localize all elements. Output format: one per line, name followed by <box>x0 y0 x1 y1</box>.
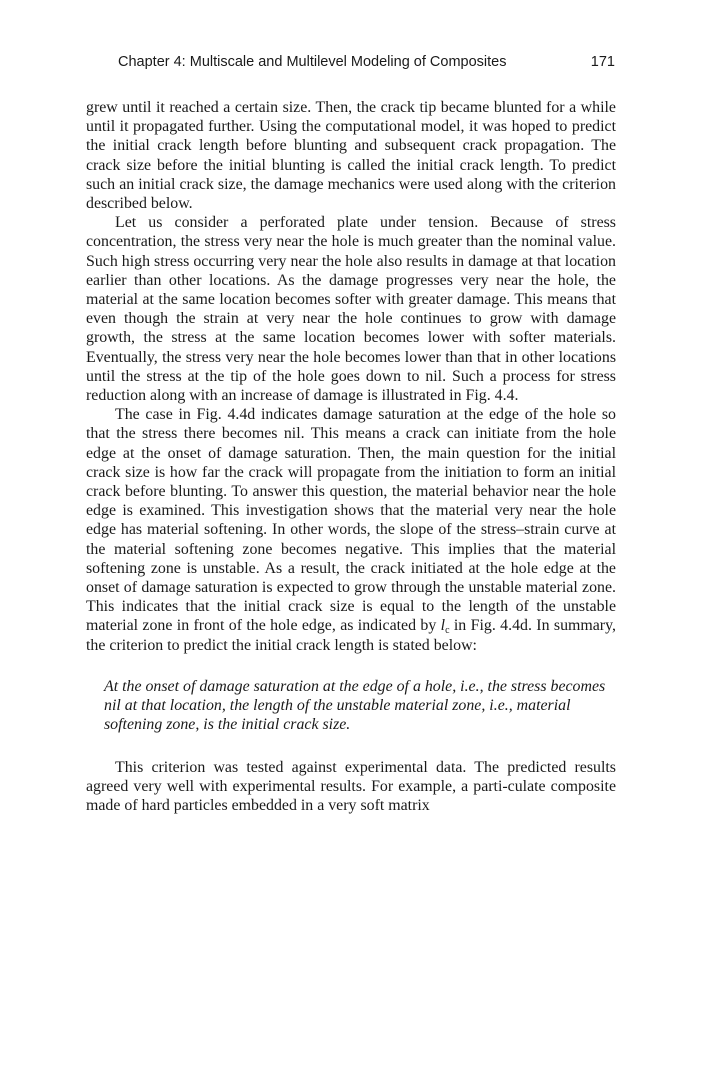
page-number: 171 <box>590 54 615 70</box>
paragraph-4: This criterion was tested against experimental data. The predicted results agreed very well with experimental results. For example, a parti-culate composite made of hard particles embedded in a very soft matrix <box>86 758 616 814</box>
paragraph-3-text-end: in Fig. 4.4d. In summary, the criterion to predict the initial crack length is stated below: <box>86 617 616 654</box>
crack-length-symbol: l <box>440 617 446 635</box>
paragraph-1: grew until it reached a certain size. Then, the crack tip became blunted for a while until it propagated further. Using the computational model, it was hoped to predict the initial crack length before blunting and subsequent crack propagation. The crack size before the initial blunting is called the initial crack length. To predict such an initial crack size, the damage mechanics were used along with the criterion described below. <box>86 99 616 213</box>
body-text <box>86 98 616 815</box>
paragraph-3 <box>86 405 616 655</box>
paragraph-3-text-start: The case in Fig. 4.4d indicates damage saturation at the edge of the hole so that the stress there becomes nil. This means a crack can initiate from the hole edge at the onset of damage saturation. Then, the main question for the initial crack size is how far the crack will propagate from the initiation to form an initial crack before blunting. To answer this question, the material behavior near the hole edge is examined. This investigation shows that the material very near the hole edge has material softening. In other words, the slope of the stress–strain curve at the material softening zone becomes negative. This implies that the material softening zone is unstable. As a result, the crack initiated at the hole edge at the onset of damage saturation is expected to grow through the unstable material zone. This indicates that the initial crack size is equal to the length of the unstable material zone in front of the hole edge, as indicated by <box>86 406 616 635</box>
paragraph-2: Let us consider a perforated plate under tension. Because of stress concentration, the stress very near the hole is much greater than the nominal value. Such high stress occurring very near the hole also results in damage at that location earlier than other locations. As the damage progresses very near the hole, the material at the same location becomes softer with greater damage. This means that even though the strain at very near the hole continues to grow with damage growth, the stress at the same location becomes lower with softer materials. Eventually, the stress very near the hole becomes lower than that in other locations until the stress at the tip of the hole goes down to nil. Such a process for stress reduction along with an increase of damage is illustrated in Fig. 4.4. <box>86 214 616 405</box>
running-header <box>118 51 615 73</box>
chapter-title: Chapter 4: Multiscale and Multilevel Modeling of Composites <box>118 54 507 70</box>
crack-length-subscript: c <box>445 625 450 637</box>
criterion-statement: At the onset of damage saturation at the edge of a hole, i.e., the stress becomes nil at that location, the length of the unstable material zone, i.e., material softening zone, is the initial crack size. <box>104 677 606 734</box>
